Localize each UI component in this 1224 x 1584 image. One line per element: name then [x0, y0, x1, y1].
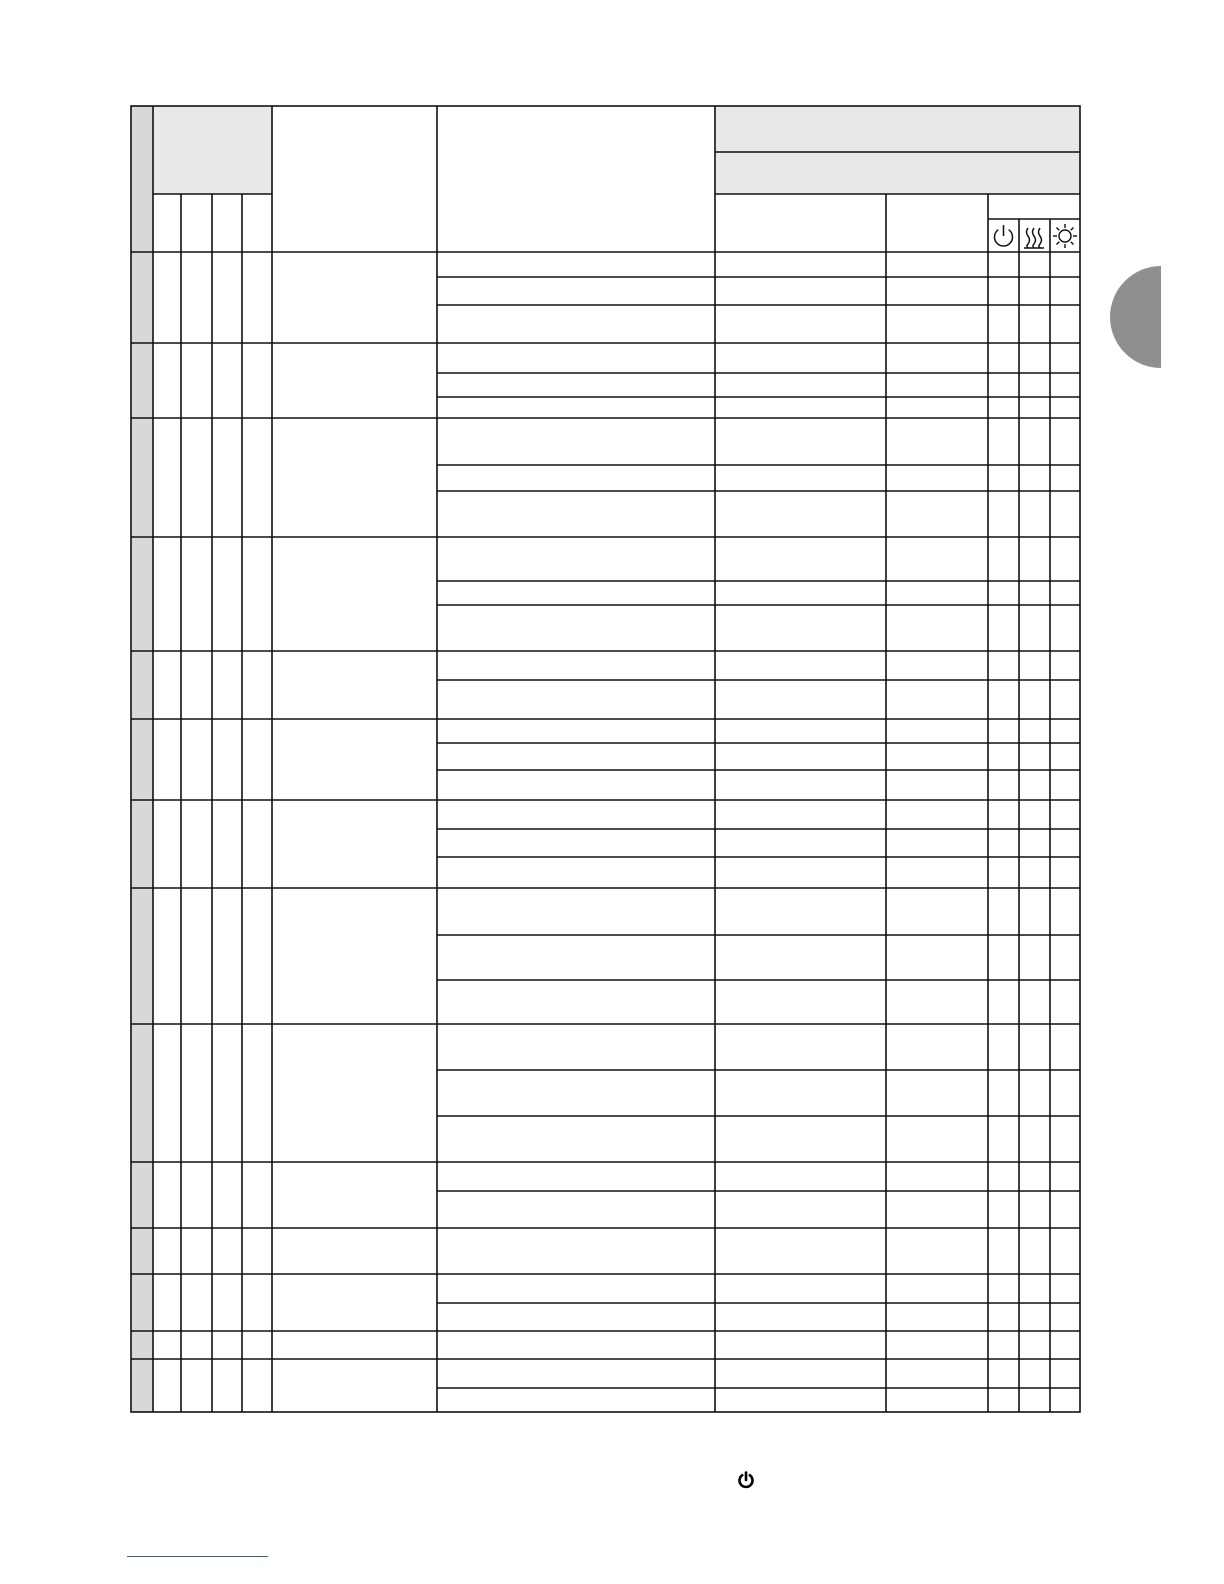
- power-icon-filled: [736, 1470, 756, 1490]
- header-title-cell: [715, 106, 1080, 152]
- heating-icon: [1024, 228, 1044, 248]
- chapter-tab: [1110, 266, 1170, 368]
- snowflake-sun-icon: [1053, 224, 1077, 248]
- table-first-column-shade: [131, 106, 153, 1412]
- table-frame: [131, 106, 1080, 1412]
- footer-rule: [127, 1556, 268, 1557]
- header-subtitle-cell: [715, 152, 1080, 194]
- header-group-cell: [153, 106, 272, 194]
- power-icon: [995, 225, 1013, 246]
